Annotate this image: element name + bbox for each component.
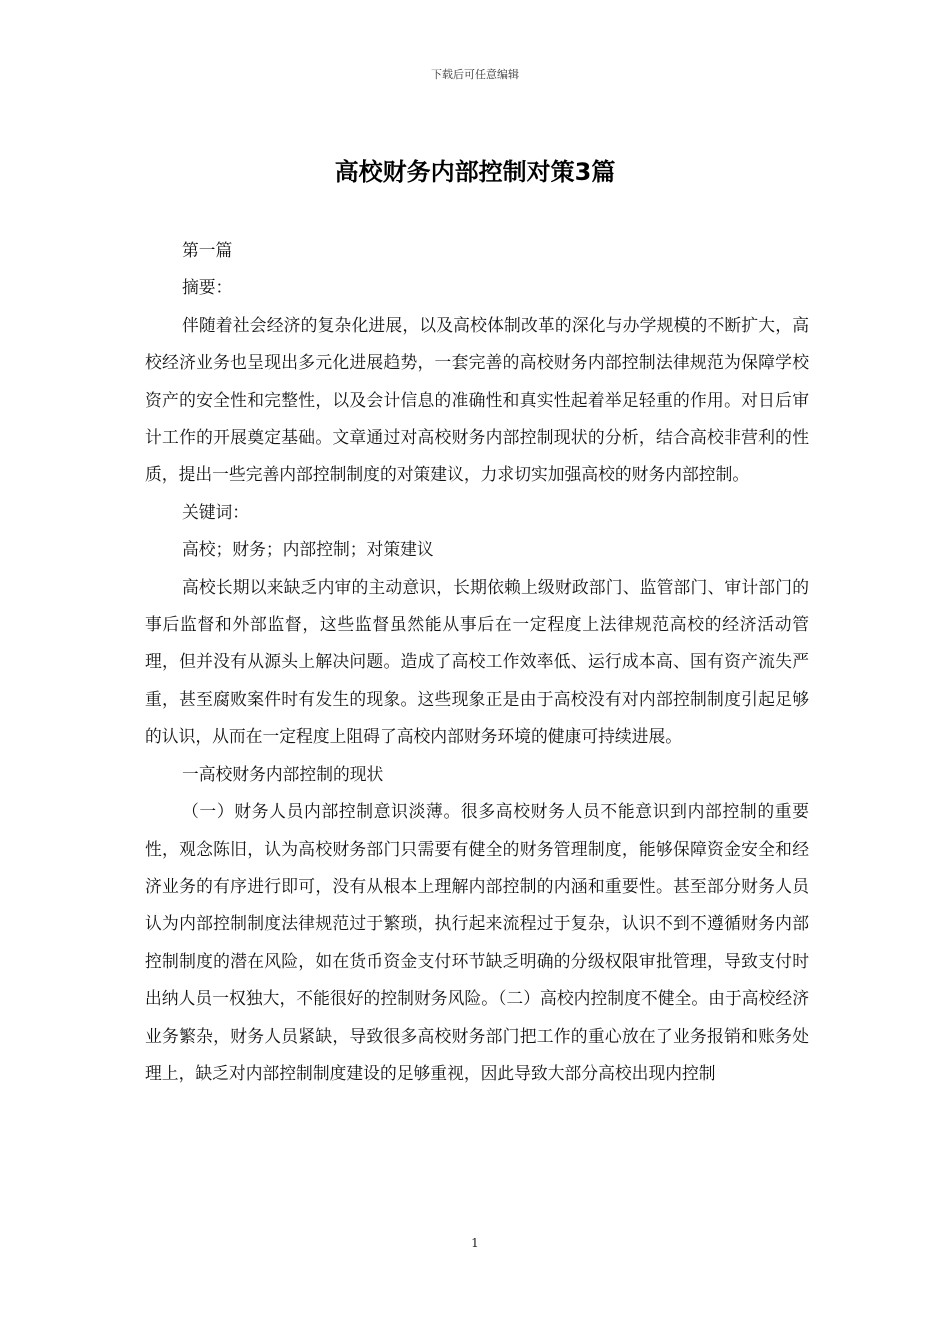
body-paragraph: （一）财务人员内部控制意识淡薄。很多高校财务人员不能意识到内部控制的重要性，观念陈旧，认为高校财务部门只需要有健全的财务管理制度，能够保障资金安全和经济业务的有序进行即可，没有从根本上理解内部控制的内涵和重要性。甚至部分财务人员认为内部控制制度法律规范过于繁琐，执行起来流程过于复杂，认识不到不遵循财务内部控制制度的潜在风险，如在货币资金支付环节缺乏明确的分级权限审批管理，导致支付时出纳人员一权独大，不能很好的控制财务风险。（二）高校内控制度不健全。由于高校经济业务繁杂，财务人员紧缺，导致很多高校财务部门把工作的重心放在了业务报销和账务处理上，缺乏对内部控制制度建设的足够重视，因此导致大部分高校出现内控制	[145, 801, 809, 1083]
body-paragraph: 高校长期以来缺乏内审的主动意识，长期依赖上级财政部门、监管部门、审计部门的事后监督和外部监督，这些监督虽然能从事后在一定程度上法律规范高校的经济活动管理，但并没有从源头上解决问题。造成了高校工作效率低、运行成本高、国有资产流失严重，甚至腐败案件时有发生的现象。这些现象正是由于高校没有对内部控制制度引起足够的认识，从而在一定程度上阻碍了高校内部财务环境的健康可持续进展。	[145, 576, 809, 747]
document-title: 高校财务内部控制对策3篇	[334, 158, 616, 186]
abstract-paragraph: 伴随着社会经济的复杂化进展，以及高校体制改革的深化与办学规模的不断扩大，高校经济业务也呈现出多元化进展趋势，一套完善的高校财务内部控制法律规范为保障学校资产的安全性和完整性，以及会计信息的准确性和真实性起着举足轻重的作用。对日后审计工作的开展奠定基础。文章通过对高校财务内部控制现状的分析，结合高校非营利的性质，提出一些完善内部控制制度的对策建议，力求切实加强高校的财务内部控制。	[145, 314, 809, 485]
abstract-label: 摘要：	[181, 277, 233, 298]
subsection-heading: 一高校财务内部控制的现状	[181, 763, 384, 784]
keywords-label: 关键词：	[181, 501, 250, 522]
document-body	[145, 232, 809, 1092]
keywords-text: 高校；财务；内部控制；对策建议	[181, 539, 434, 560]
header-note: 下载后可任意编辑	[431, 68, 519, 81]
section-heading: 第一篇	[181, 240, 233, 260]
page-number: 1	[471, 1236, 479, 1250]
